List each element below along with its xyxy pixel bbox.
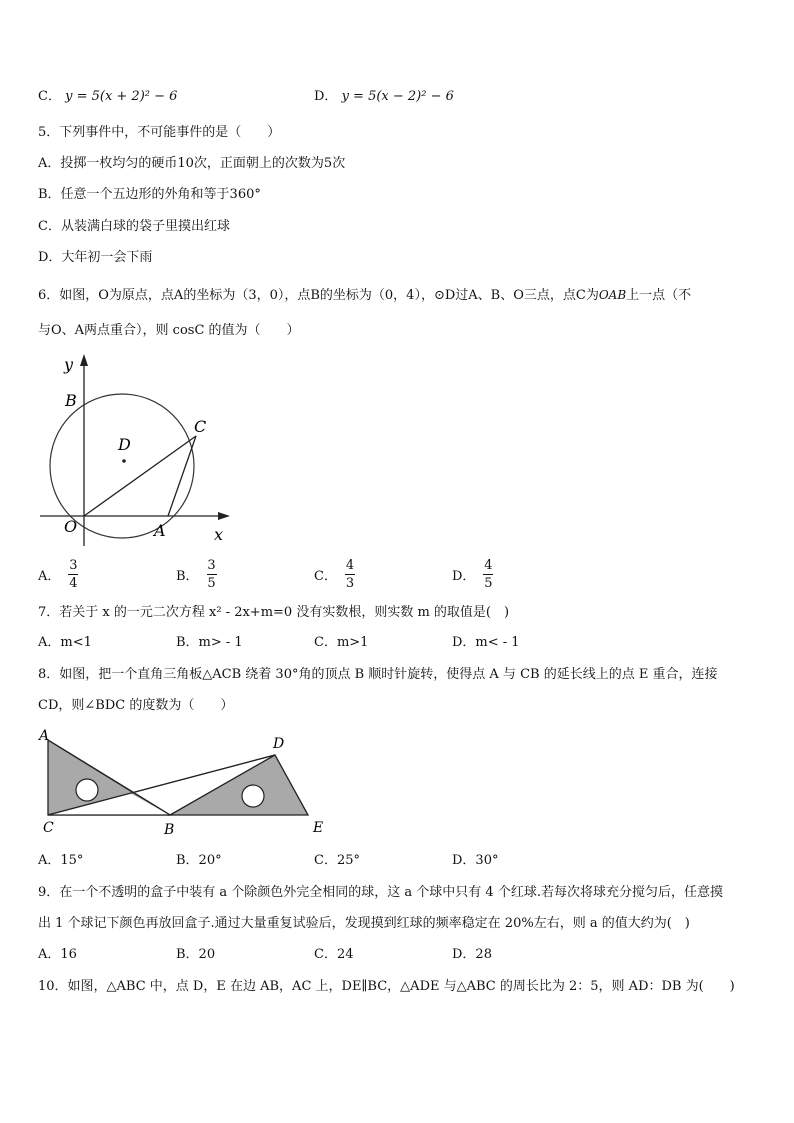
- q6-label-o: O: [64, 517, 78, 536]
- q6-y-arrow: [80, 354, 88, 366]
- q7-option-c: C．m>1: [314, 635, 369, 650]
- q6-segment-oc: [84, 436, 196, 516]
- q4-option-d: D． y = 5(x − 2)² − 6: [314, 89, 454, 104]
- q9-option-d: D．28: [452, 947, 492, 962]
- q8-option-b: B．20°: [176, 853, 222, 868]
- q6-center-dot: [122, 459, 126, 463]
- q6-label-y: y: [64, 355, 74, 374]
- q8-label-b: B: [164, 822, 175, 838]
- q8-label-c: C: [43, 820, 54, 836]
- q4-option-c: C． y = 5(x + 2)² − 6: [38, 89, 178, 104]
- q5-option-c: C．从装满白球的袋子里摸出红球: [38, 219, 230, 234]
- q6-option-b: B． 3 5: [176, 558, 216, 591]
- q5-option-a: A．投掷一枚均匀的硬币10次，正面朝上的次数为5次: [38, 156, 346, 171]
- q7-option-d: D．m< - 1: [452, 635, 520, 650]
- q6-option-c: C． 4 3: [314, 558, 355, 591]
- q5-option-d: D．大年初一会下雨: [38, 250, 153, 265]
- q9-option-b: B．20: [176, 947, 216, 962]
- q6-label-x: x: [214, 525, 224, 544]
- q6-stem-line2: 与O、A两点重合），则 cosC 的值为（ ）: [38, 323, 300, 338]
- q8-label-d: D: [273, 736, 285, 752]
- q6-label-b: B: [65, 391, 77, 410]
- q10-stem: 10．如图，△ABC 中，点 D，E 在边 AB，AC 上，DE∥BC，△ADE 与△ABC 的周长比为 2：5，则 AD：DB 为( ): [38, 979, 735, 994]
- q8-figure: [34, 726, 334, 838]
- q9-stem-line1: 9．在一个不透明的盒子中装有 a 个除颜色外完全相同的球，这 a 个球中只有 4 个红球.若每次将球充分搅匀后，任意摸: [38, 885, 723, 900]
- q8-label-e: E: [313, 820, 324, 836]
- q6-option-d: D． 4 5: [452, 558, 493, 591]
- q8-option-a: A．15°: [38, 853, 84, 868]
- q6-label-a: A: [154, 521, 166, 540]
- q7-stem: 7．若关于 x 的一元二次方程 x² - 2x+m=0 没有实数根，则实数 m 的取值是( ): [38, 605, 510, 620]
- q6-label-c: C: [194, 417, 207, 436]
- q8-stem-line2: CD，则∠BDC 的度数为（ ）: [38, 698, 234, 713]
- q9-option-a: A．16: [38, 947, 77, 962]
- q8-option-d: D．30°: [452, 853, 499, 868]
- q8-stem-line1: 8．如图，把一个直角三角板△ACB 绕着 30°角的顶点 B 顺时针旋转，使得点 A 与 CB 的延长线上的点 E 重合，连接: [38, 667, 718, 682]
- q4-option-c-expr: y = 5(x + 2)² − 6: [65, 89, 178, 104]
- q6-arc-label: OAB: [598, 288, 627, 302]
- q6-stem-line1: 6．如图，O为原点，点A的坐标为（3，0），点B的坐标为（0，4），⊙D过A、B、O三点，点C为OAB上一点（不: [38, 288, 692, 303]
- q5-stem: 5．下列事件中，不可能事件的是（ ）: [38, 125, 281, 140]
- q8-hole-right: [242, 785, 264, 807]
- q9-stem-line2: 出 1 个球记下颜色再放回盒子.通过大量重复试验后，发现摸到红球的频率稳定在 20%左右，则 a 的值大约为( ): [38, 916, 690, 931]
- q6-option-a: A． 3 4: [38, 558, 78, 591]
- q8-label-a: A: [39, 728, 50, 744]
- q4-option-d-expr: y = 5(x − 2)² − 6: [341, 89, 454, 104]
- q8-hole-left: [76, 779, 98, 801]
- q7-option-b: B．m> - 1: [176, 635, 243, 650]
- q7-option-a: A．m<1: [38, 635, 92, 650]
- q6-segment-ca: [168, 436, 196, 516]
- q9-option-c: C．24: [314, 947, 354, 962]
- q6-x-arrow: [218, 512, 230, 520]
- q6-label-d: D: [118, 435, 131, 454]
- q5-option-b: B．任意一个五边形的外角和等于360°: [38, 187, 261, 202]
- q8-option-c: C．25°: [314, 853, 360, 868]
- q6-figure: [34, 350, 234, 550]
